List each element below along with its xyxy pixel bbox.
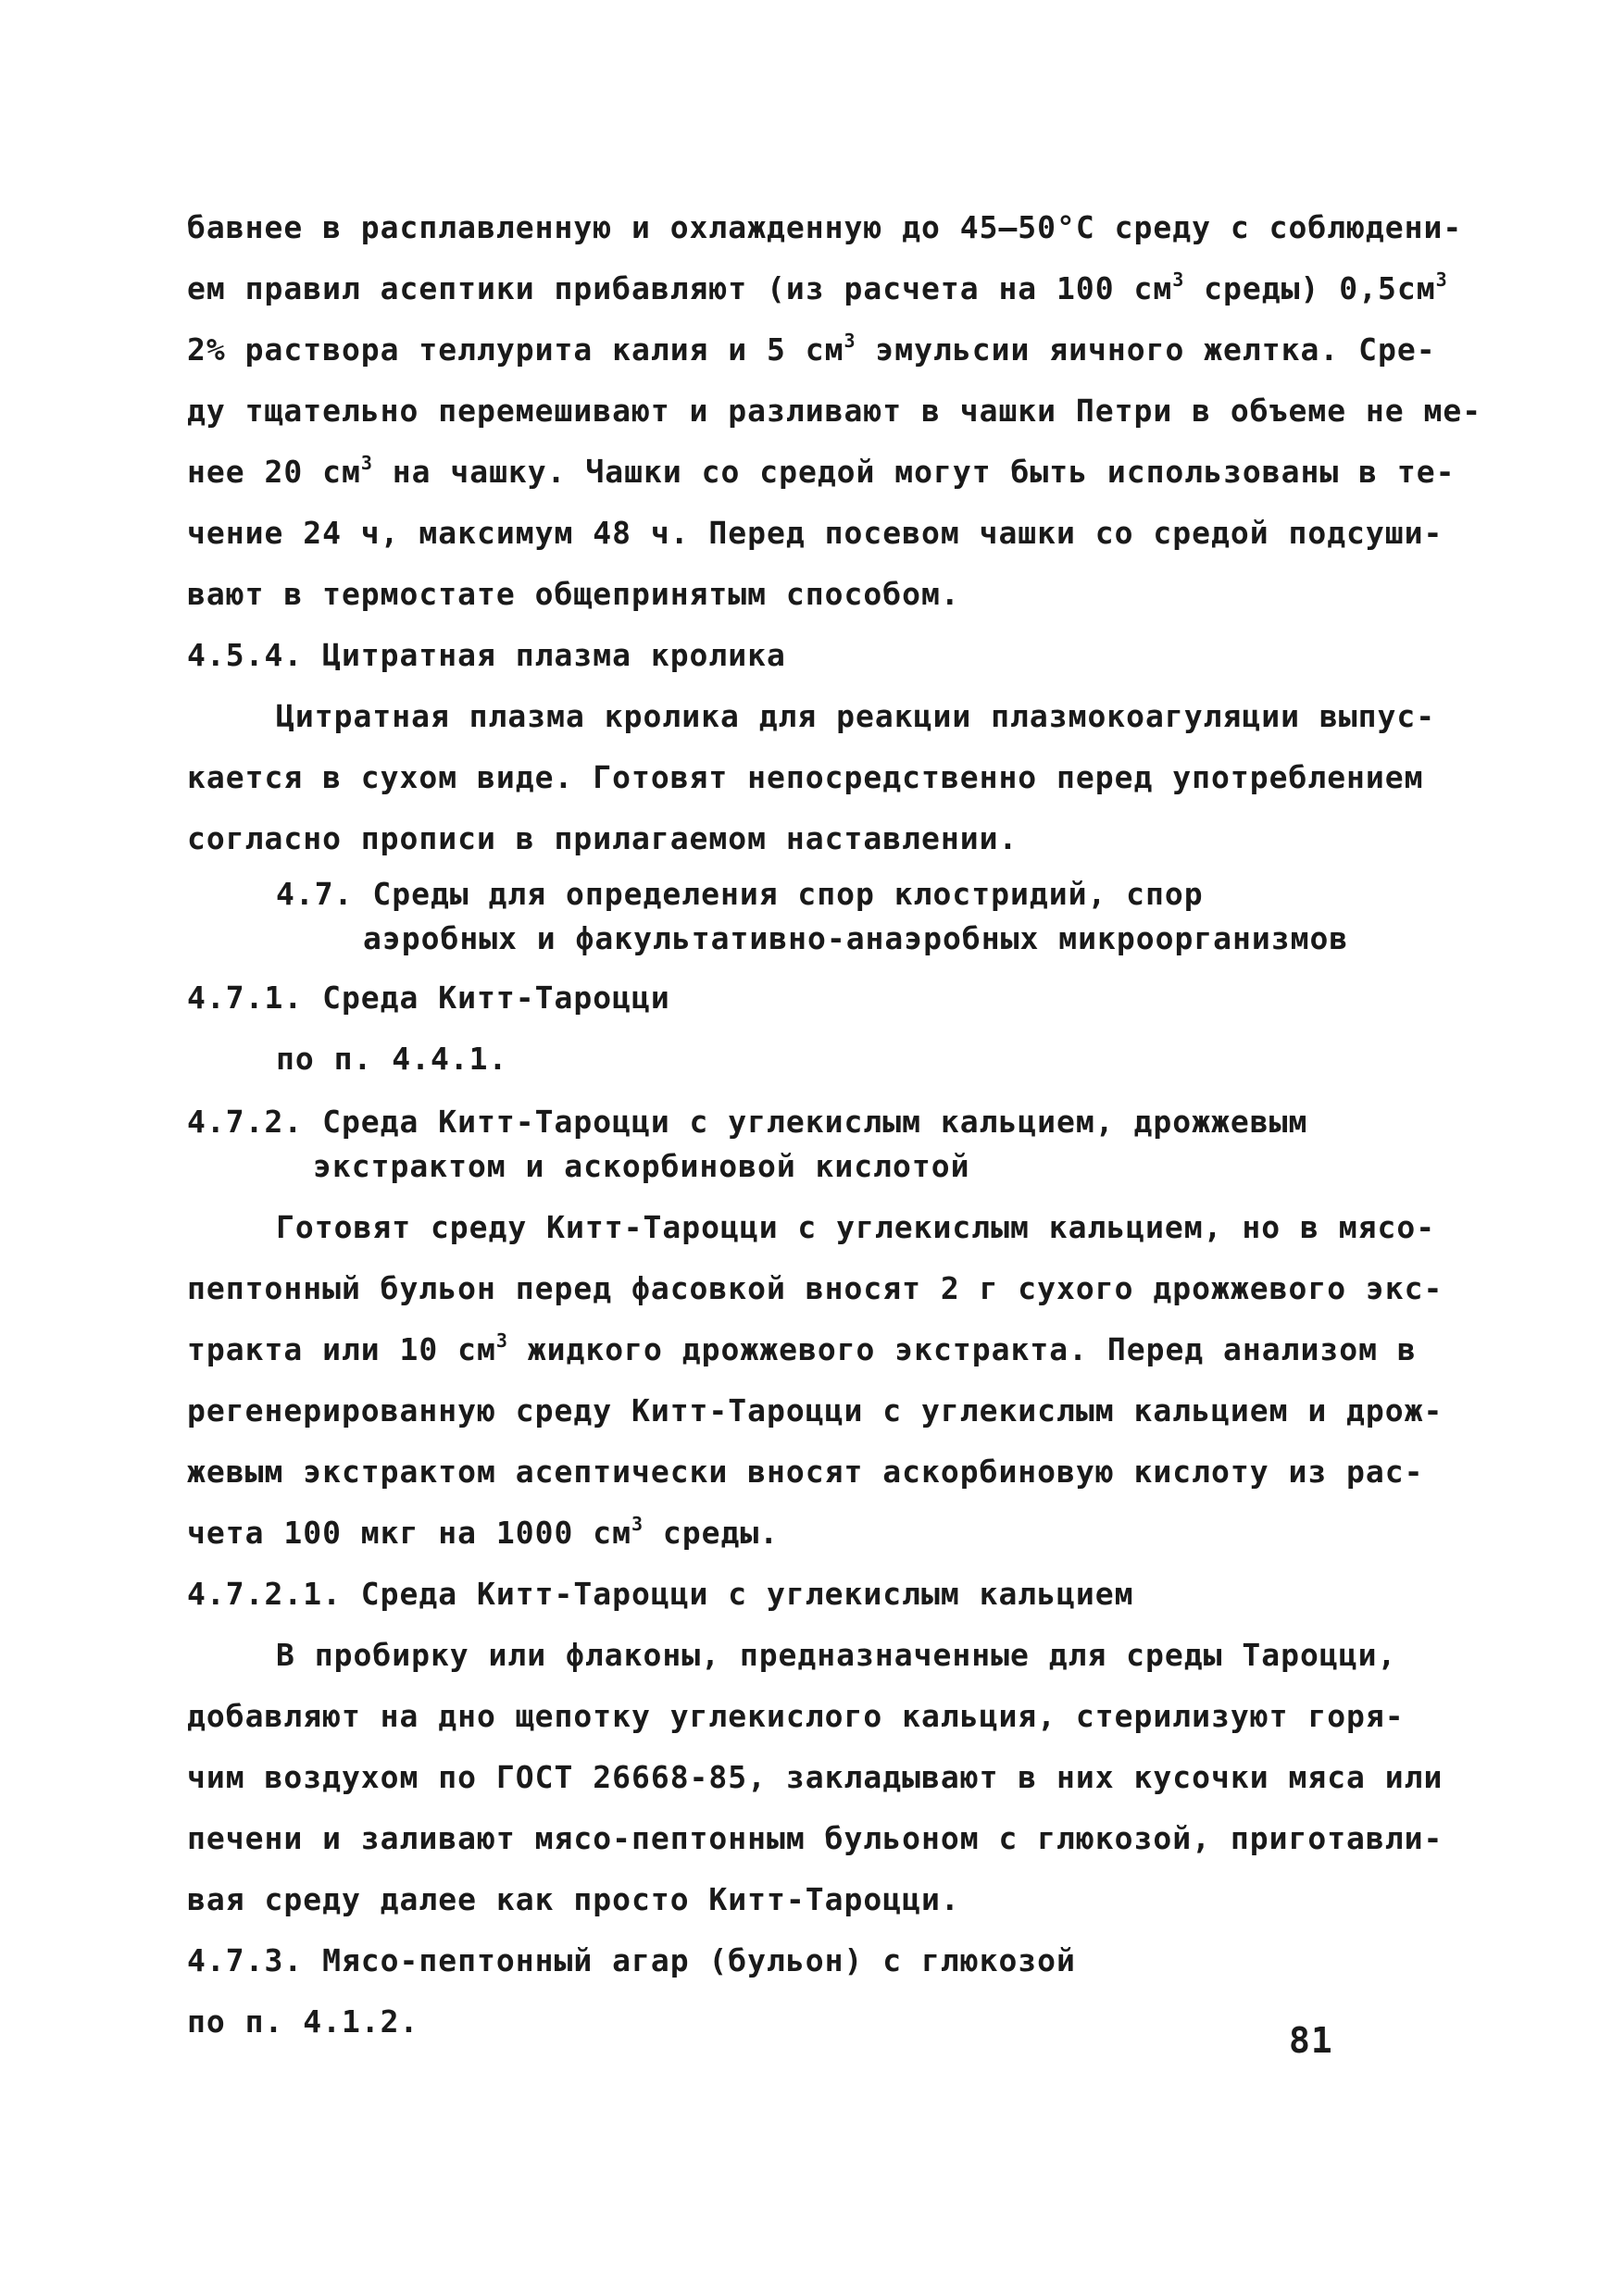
section-heading: 4.7.1. Среда Китт-Тароцци bbox=[187, 980, 670, 1016]
section-heading: экстрактом и аскорбиновой кислотой bbox=[313, 1148, 970, 1184]
text-line: жевым экстрактом асептически вносят аскорбиновую кислоту из рас- bbox=[187, 1454, 1424, 1490]
superscript: 3 bbox=[1435, 268, 1448, 291]
text-line bbox=[187, 1331, 1417, 1368]
text-line: чение 24 ч, максимум 48 ч. Перед посевом чашки со средой подсуши- bbox=[187, 515, 1444, 551]
section-heading: 4.5.4. Цитратная плазма кролика bbox=[187, 637, 786, 673]
section-heading: 4.7.2. Среда Китт-Тароцци с углекислым кальцием, дрожжевым bbox=[187, 1104, 1308, 1140]
text-line: кается в сухом виде. Готовят непосредственно перед употреблением bbox=[187, 759, 1424, 795]
text-line bbox=[187, 1515, 779, 1552]
text-line: добавляют на дно щепотку углекислого кальция, стерилизуют горя- bbox=[187, 1698, 1405, 1734]
section-heading: 4.7.3. Мясо-пептонный агар (бульон) с глюкозой bbox=[187, 1942, 1076, 1978]
text-segment: среды) 0,5см bbox=[1184, 270, 1436, 306]
superscript: 3 bbox=[631, 1513, 644, 1535]
text-segment: жидкого дрожжевого экстракта. Перед анализом в bbox=[507, 1331, 1417, 1367]
superscript: 3 bbox=[844, 330, 856, 352]
text-line: Готовят среду Китт-Тароцци с углекислым кальцием, но в мясо- bbox=[276, 1209, 1436, 1245]
page-number: 81 bbox=[1289, 2020, 1333, 2061]
superscript: 3 bbox=[495, 1329, 508, 1352]
text-line: бавнее в расплавленную и охлажденную до 45–50°С среду с соблюдени- bbox=[187, 209, 1463, 245]
section-heading: 4.7. Среды для определения спор клостридий, спор bbox=[276, 876, 1204, 912]
text-line: регенерированную среду Китт-Тароцци с углекислым кальцием и дрож- bbox=[187, 1392, 1444, 1429]
text-line bbox=[187, 270, 1448, 307]
text-line: по п. 4.4.1. bbox=[276, 1041, 508, 1077]
section-heading: аэробных и факультативно-анаэробных микроорганизмов bbox=[363, 920, 1349, 956]
superscript: 3 bbox=[360, 452, 373, 474]
text-segment: чета 100 мкг на 1000 см bbox=[187, 1515, 631, 1551]
text-segment: ем правил асептики прибавляют (из расчета на 100 см bbox=[187, 270, 1173, 306]
text-line: пептонный бульон перед фасовкой вносят 2 г сухого дрожжевого экс- bbox=[187, 1270, 1444, 1306]
text-line: вая среду далее как просто Китт-Тароцци. bbox=[187, 1881, 960, 1917]
text-segment: на чашку. Чашки со средой могут быть использованы в те- bbox=[372, 454, 1456, 490]
text-line: вают в термостате общепринятым способом. bbox=[187, 576, 960, 612]
text-line: по п. 4.1.2. bbox=[187, 2003, 419, 2040]
superscript: 3 bbox=[1172, 268, 1185, 291]
text-segment: среды. bbox=[644, 1515, 780, 1551]
text-line bbox=[187, 454, 1455, 491]
text-line: В пробирку или флаконы, предназначенные для среды Тароцци, bbox=[276, 1637, 1397, 1673]
text-line: ду тщательно перемешивают и разливают в чашки Петри в объеме не ме- bbox=[187, 393, 1482, 429]
text-segment: 2% раствора теллурита калия и 5 см bbox=[187, 331, 844, 368]
text-line: согласно прописи в прилагаемом наставлении. bbox=[187, 820, 1019, 856]
text-segment: эмульсии яичного желтка. Сре- bbox=[856, 331, 1436, 368]
text-line: печени и заливают мясо-пептонным бульоном с глюкозой, приготавли- bbox=[187, 1820, 1444, 1856]
text-segment: нее 20 см bbox=[187, 454, 361, 490]
text-line bbox=[187, 331, 1436, 368]
text-line: чим воздухом по ГОСТ 26668-85, закладывают в них кусочки мяса или bbox=[187, 1759, 1444, 1795]
text-line: Цитратная плазма кролика для реакции плазмокоагуляции выпус- bbox=[276, 698, 1436, 734]
section-heading: 4.7.2.1. Среда Китт-Тароцци с углекислым кальцием bbox=[187, 1576, 1134, 1612]
text-segment: тракта или 10 см bbox=[187, 1331, 496, 1367]
